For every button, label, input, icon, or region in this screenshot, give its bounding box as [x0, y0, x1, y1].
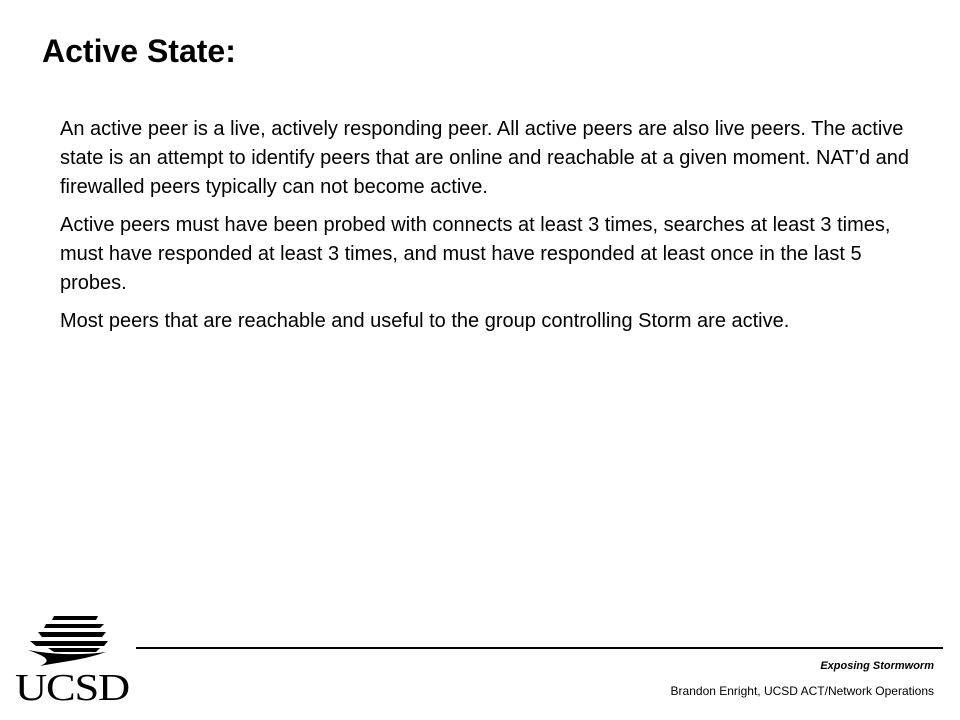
- body-paragraph: Most peers that are reachable and useful to the group controlling Storm are active.: [60, 310, 790, 332]
- footer-presentation-title: Exposing Stormworm: [820, 660, 934, 672]
- ucsd-logo-emblem: [28, 616, 108, 666]
- slide-title: Active State:: [42, 33, 236, 69]
- footer-author: Brandon Enright, UCSD ACT/Network Operations: [670, 684, 934, 698]
- ucsd-logo: [14, 612, 132, 704]
- logo-wordmark: UCSD: [15, 667, 129, 704]
- slide-body: [60, 115, 930, 345]
- footer-divider: [136, 647, 943, 649]
- body-paragraph: An active peer is a live, actively responding peer. All active peers are also live peers. The active state is an attempt to identify peers that are online and reachable at a given moment. NAT’d and firewalled peers typically can not become active.: [60, 118, 910, 198]
- body-paragraph: Active peers must have been probed with connects at least 3 times, searches at least 3 times, must have responded at least 3 times, and must have responded at least once in the last 5 probes.: [60, 214, 891, 294]
